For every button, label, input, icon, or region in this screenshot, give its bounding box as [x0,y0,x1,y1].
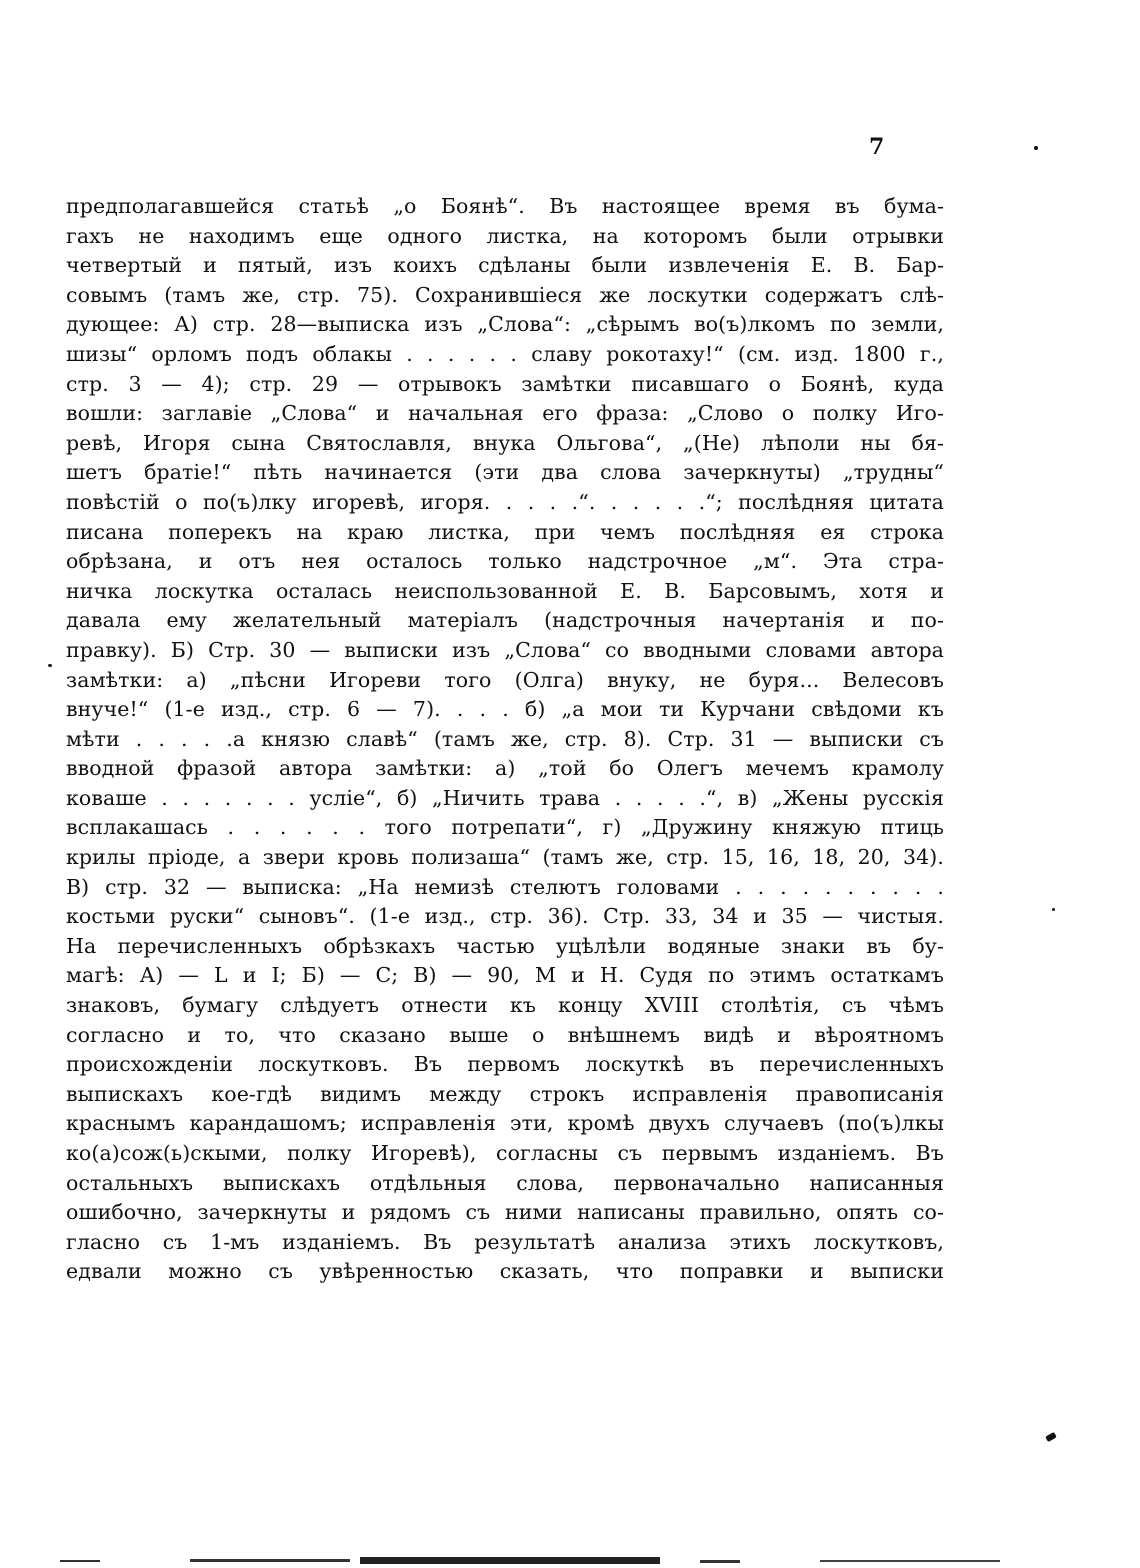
text-line: ошибочно, зачеркнуты и рядомъ съ ними написаны правильно, опять со- [66,1200,944,1225]
text-line: крилы пріоде, а звери кровь полизаша“ (тамъ же, стр. 15, 16, 18, 20, 34). [66,845,944,870]
text-line: шетъ братіе!“ пѣть начинается (эти два слова зачеркнуты) „трудны“ [66,460,944,485]
text-line: магѣ: А) — L и I; Б) — С; В) — 90, М и Н. Судя по этимъ остаткамъ [66,963,944,988]
text-line: обрѣзана, и отъ нея осталось только надстрочное „м“. Эта стра- [66,549,944,574]
text-line: совымъ (тамъ же, стр. 75). Сохранившіеся же лоскутки содержатъ слѣ- [66,282,944,307]
text-line: согласно и то, что сказано выше о внѣшнемъ видѣ и вѣроятномъ [66,1022,944,1047]
text-line: замѣтки: а) „пѣсни Игореви того (Олга) внуку, не буря... Велесовъ [66,667,944,692]
body-text [66,192,944,1287]
text-line: предполагавшейся статьѣ „о Боянѣ“. Въ настоящее время въ бума- [66,194,944,218]
scan-speck [1052,908,1055,911]
text-line: остальныхъ выпискахъ отдѣльныя слова, первоначально написанныя [66,1170,944,1195]
text-line: выпискахъ кое-гдѣ видимъ между строкъ исправленія правописанія [66,1081,944,1106]
text-line: краснымъ карандашомъ; исправленія эти, кромѣ двухъ случаевъ (по(ъ)лкы [66,1111,944,1136]
text-line: ко(а)сож(ь)скыми, полку Игоревѣ), согласны съ первымъ изданіемъ. Въ [66,1141,944,1165]
text-line: В) стр. 32 — выписка: „На немизѣ стелютъ головами . . . . . . . . . . [66,874,944,899]
text-line: вводной фразой автора замѣтки: а) „той бо Олегъ мечемъ крамолу [66,756,944,781]
page-number: 7 [869,134,885,160]
text-line: писана поперекъ на краю листка, при чемъ послѣдняя ея строка [66,519,944,544]
text-line: стр. 3 — 4); стр. 29 — отрывокъ замѣтки писавшаго о Боянѣ, куда [66,371,944,396]
text-line: На перечисленныхъ обрѣзкахъ частью уцѣлѣли водяные знаки въ бу- [66,933,944,958]
text-line: гахъ не находимъ еще одного листка, на которомъ были отрывки [66,223,944,248]
text-line: происхожденіи лоскутковъ. Въ первомъ лоскуткѣ въ перечисленныхъ [66,1052,944,1077]
text-line: повѣстій о по(ъ)лку игоревѣ, игоря. . . . .“. . . . . .“; послѣдняя цитата [66,489,944,514]
text-line: мѣти . . . . .а князю славѣ“ (тамъ же, стр. 8). Стр. 31 — выписки съ [66,726,944,751]
scan-speck [1034,146,1038,150]
text-line: дующее: А) стр. 28—выписка изъ „Слова“: „сѣрымъ во(ъ)лкомъ по земли, [66,312,944,337]
scan-speck [48,664,52,667]
text-line: четвертый и пятый, изъ коихъ сдѣланы были извлеченія Е. В. Бар- [66,253,944,278]
text-line: ревѣ, Игоря сына Святославля, внука Ольгова“, „(Не) лѣполи ны бя- [66,430,944,455]
text-line: костьми руски“ сыновъ“. (1-е изд., стр. 36). Стр. 33, 34 и 35 — чистыя. [66,904,944,929]
scan-speck [1045,1432,1057,1442]
text-line: знаковъ, бумагу слѣдуетъ отнести къ концу XVIII столѣтія, съ чѣмъ [66,993,944,1018]
text-line: коваше . . . . . . . усліе“, б) „Ничить трава . . . . .“, в) „Жены русскія [66,785,944,810]
text-line: ничка лоскутка осталась неиспользованной Е. В. Барсовымъ, хотя и [66,578,944,603]
text-line: гласно съ 1-мъ изданіемъ. Въ результатѣ анализа этихъ лоскутковъ, [66,1229,944,1254]
text-line: шизы“ орломъ подъ облакы . . . . . . славу рокотаху!“ (см. изд. 1800 г., [66,341,944,366]
text-line: едвали можно съ увѣренностью сказать, что поправки и выписки [66,1259,944,1284]
text-line: внуче!“ (1-е изд., стр. 6 — 7). . . . б) „а мои ти Курчани свѣдоми къ [66,697,944,722]
text-line: правку). Б) Стр. 30 — выписки изъ „Слова“ со вводными словами автора [66,637,944,662]
scan-edge-smudge [60,1552,1020,1566]
text-line: всплакашась . . . . . . того потрепати“, г) „Дружину княжую птиць [66,815,944,840]
text-line: давала ему желательный матеріалъ (надстрочныя начертанія и по- [66,608,944,633]
text-line: вошли: заглавіе „Слова“ и начальная его фраза: „Слово о полку Иго- [66,401,944,426]
